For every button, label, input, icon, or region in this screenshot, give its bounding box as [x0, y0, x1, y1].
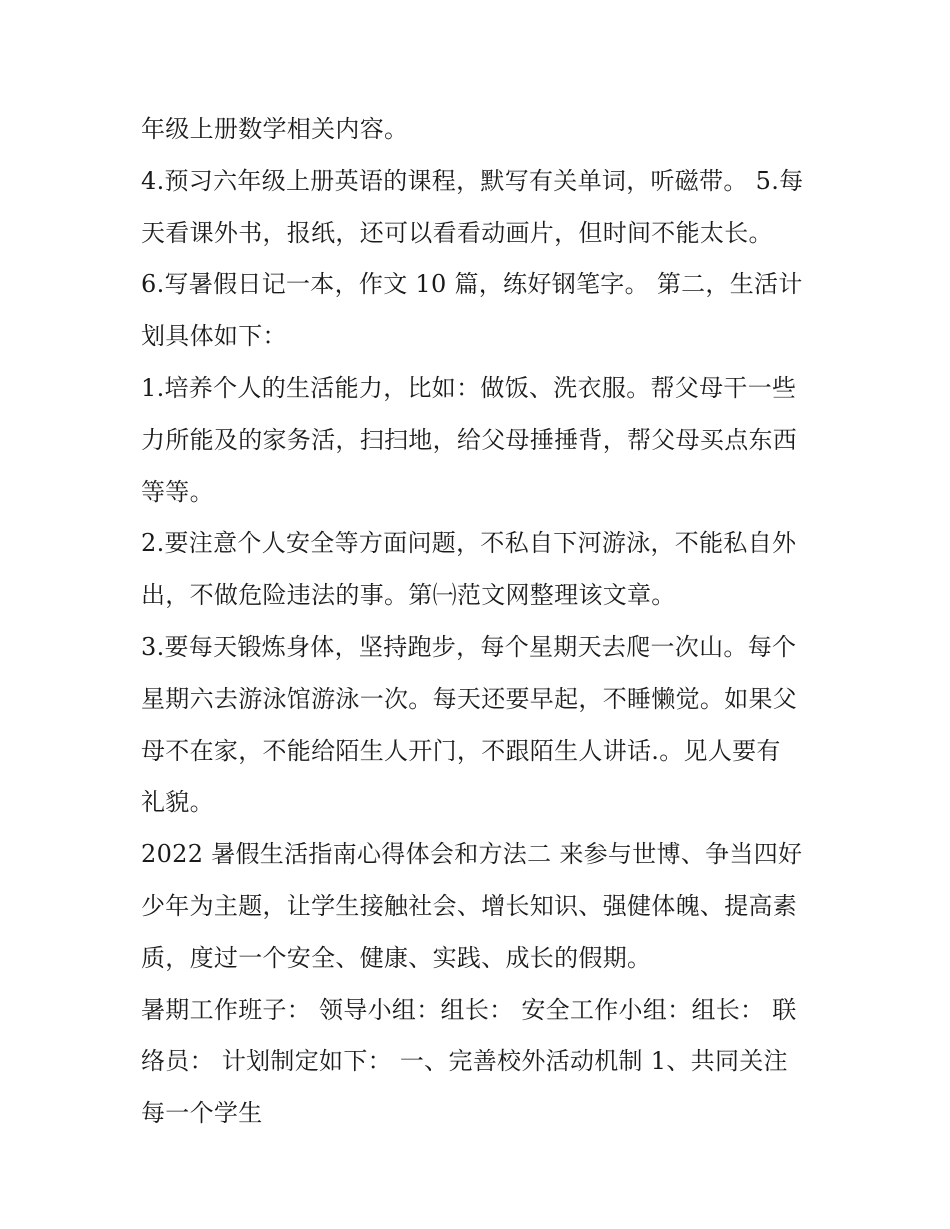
text-line: 2.要注意个人安全等方面问题，不私自下河游泳，不能私自外	[141, 529, 797, 558]
text-line: 年级上册数学相关内容。	[141, 115, 409, 143]
document-body	[141, 104, 821, 1140]
text-line: 4.预习六年级上册英语的课程，默写有关单词，听磁带。 5.每	[141, 166, 804, 195]
text-line: 络员： 计划制定如下： 一、完善校外活动机制 1、共同关注	[141, 1047, 788, 1076]
text-line: 等等。	[141, 477, 214, 506]
text-line: 母不在家，不能给陌生人开门，不跟陌生人讲话.。见人要有	[141, 736, 781, 765]
text-line: 划具体如下：	[141, 322, 287, 351]
text-line: 力所能及的家务活，扫扫地，给父母捶捶背，帮父母买点东西	[141, 425, 798, 454]
text-line: 出，不做危险违法的事。第㈠范文网整理该文章。	[141, 581, 676, 610]
text-line: 3.要每天锻炼身体，坚持跑步，每个星期天去爬一次山。每个	[141, 632, 797, 661]
text-line: 1.培养个人的生活能力，比如：做饭、洗衣服。帮父母干一些	[141, 373, 797, 402]
text-line: 质，度过一个安全、健康、实践、成长的假期。	[141, 943, 652, 972]
text-line: 每一个学生	[141, 1099, 263, 1128]
text-line: 少年为主题，让学生接触社会、增长知识、强健体魄、提高素	[141, 891, 798, 920]
text-line: 暑期工作班子： 领导小组：组长： 安全工作小组：组长： 联	[141, 995, 797, 1024]
text-line: 6.写暑假日记一本，作文 10 篇，练好钢笔字。 第二，生活计	[141, 270, 803, 299]
text-line: 星期六去游泳馆游泳一次。每天还要早起，不睡懒觉。如果父	[141, 684, 798, 713]
text-line: 2022 暑假生活指南心得体会和方法二 来参与世博、争当四好	[141, 840, 803, 869]
text-line: 礼貌。	[141, 788, 214, 817]
text-line: 天看课外书，报纸，还可以看看动画片，但时间不能太长。	[141, 218, 773, 247]
